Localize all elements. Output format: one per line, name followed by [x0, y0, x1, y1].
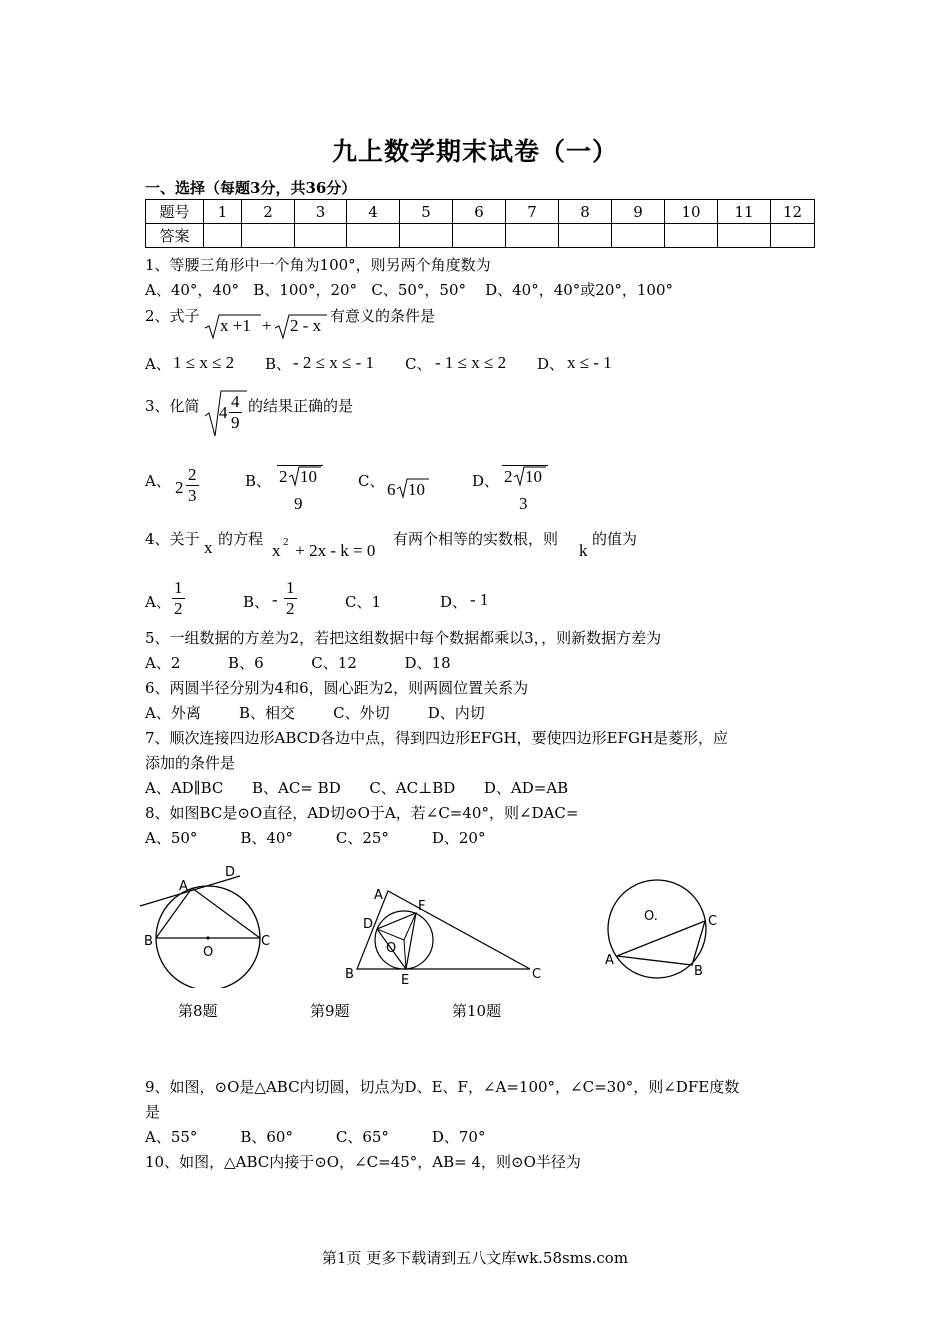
q4-text-1: 4、关于: [145, 530, 200, 548]
label-b: B: [345, 967, 354, 982]
q4-text-3: 有两个相等的实数根，则: [393, 530, 559, 548]
answer-cell: [718, 224, 771, 248]
table-cell: 5: [400, 200, 453, 224]
q4-equation-exponent: 2: [283, 536, 289, 548]
table-row-label: 答案: [146, 224, 204, 248]
q7-stem-line2: 添加的条件是: [145, 754, 236, 772]
answer-cell: [400, 224, 453, 248]
numerator: 1: [174, 578, 183, 597]
triangle-abc: [617, 921, 705, 965]
table-cell: 7: [506, 200, 559, 224]
table-row: [146, 224, 815, 248]
table-cell: 12: [771, 200, 815, 224]
answer-cell: [347, 224, 400, 248]
q9-stem-line2: 是: [145, 1103, 161, 1121]
q4-option-d-value: - 1: [470, 590, 489, 609]
figure-8: [135, 858, 285, 988]
q2-option-c-label: C、: [405, 355, 432, 373]
radius-oe: [404, 940, 406, 969]
label-e: E: [401, 973, 410, 988]
figure-10-caption: 第10题: [452, 1002, 502, 1020]
q2-option-c: - 1 ≤ x ≤ 2: [435, 353, 507, 372]
q4-option-c: C、1: [345, 593, 382, 611]
q4-text-4: 的值为: [592, 530, 638, 548]
q9-options: A、55° B、60° C、65° D、70°: [145, 1128, 486, 1146]
table-row: [146, 200, 815, 224]
page-title: 九上数学期末试卷（一）: [331, 137, 618, 166]
q4-option-b-label: B、: [243, 593, 270, 611]
q1-options: A、40°，40° B、100°，20° C、50°，50° D、40°，40°或20°，100°: [145, 281, 673, 299]
label-o: O: [386, 941, 397, 956]
numerator: 1: [286, 578, 295, 597]
label-a: A: [179, 879, 188, 894]
table-cell: 10: [665, 200, 718, 224]
center-dot: [206, 936, 209, 939]
q4-option-a-fraction: [172, 578, 185, 619]
q3-option-a-label: A、: [145, 472, 171, 490]
figure-8-caption: 第8题: [178, 1002, 218, 1020]
denominator: 9: [231, 413, 240, 432]
q6-options: A、外离 B、相交 C、外切 D、内切: [145, 704, 485, 722]
figure-9-caption: 第9题: [310, 1002, 350, 1020]
numerator: 4: [231, 392, 240, 411]
q3-stem-post: 的结果正确的是: [248, 397, 354, 415]
q3-option-b-denominator: 9: [294, 494, 303, 513]
answer-cell: [242, 224, 295, 248]
circumcircle-o: [608, 880, 706, 978]
q4-equation-rest: + 2x - k = 0: [291, 541, 376, 560]
label-c: C: [708, 914, 718, 929]
label-d: D: [225, 865, 236, 880]
q4-equation-x: x: [272, 541, 281, 560]
q3-option-d-radicand: 10: [525, 467, 542, 486]
table-cell: 8: [559, 200, 612, 224]
denominator: 2: [286, 599, 295, 618]
table-cell: 4: [347, 200, 400, 224]
q2-option-a-label: A、: [145, 355, 171, 373]
q4-option-d-label: D、: [440, 593, 468, 611]
table-cell: 9: [612, 200, 665, 224]
denominator: 2: [174, 599, 183, 618]
figure-9: [340, 880, 550, 990]
label-b: B: [694, 964, 703, 979]
table-cell: 6: [453, 200, 506, 224]
q3-option-a-whole: 2: [175, 478, 184, 497]
label-o: O: [203, 945, 214, 960]
q9-stem-line1: 9、如图，⊙O是△ABC内切圆，切点为D、E、F，∠A=100°，∠C=30°，则∠DFE度数: [145, 1078, 740, 1096]
q2-option-d: x ≤ - 1: [567, 353, 612, 372]
q4-option-b-fraction: [284, 578, 297, 619]
numerator: 2: [188, 465, 197, 484]
table-row-label: 题号: [146, 200, 204, 224]
q4-var-k: k: [579, 541, 588, 560]
answer-cell: [559, 224, 612, 248]
answer-table: [145, 199, 815, 248]
q4-option-a-label: A、: [145, 593, 171, 611]
answer-cell: [612, 224, 665, 248]
q3-whole: 4: [219, 403, 228, 422]
table-cell: 1: [204, 200, 242, 224]
q5-stem: 5、一组数据的方差为2，若把这组数据中每个数据都乘以3，，则新数据方差为: [145, 629, 662, 647]
chord-ac: [192, 888, 260, 938]
table-cell: 3: [295, 200, 347, 224]
figure-10: [600, 870, 730, 985]
answer-cell: [506, 224, 559, 248]
q2-plus: +: [262, 316, 272, 335]
answer-cell: [204, 224, 242, 248]
section-heading: 一、选择（每题3分，共36分）: [145, 179, 357, 197]
q3-option-a-fraction: [186, 465, 199, 506]
denominator: 3: [188, 486, 197, 505]
q3-option-b-label: B、: [245, 472, 272, 490]
q3-fraction: [229, 392, 242, 433]
q3-option-c-radicand: 10: [408, 480, 425, 499]
q2-option-d-label: D、: [537, 355, 565, 373]
label-a: A: [374, 888, 383, 903]
q2-radicand-a: x +1: [220, 316, 251, 335]
label-f: F: [418, 899, 426, 914]
q7-options: A、AD∥BC B、AC= BD C、AC⊥BD D、AD=AB: [145, 779, 569, 797]
q1-stem: 1、等腰三角形中一个角为100°，则另两个角度数为: [145, 256, 491, 274]
q8-stem: 8、如图BC是⊙O直径，AD切⊙O于A，若∠C=40°，则∠DAC=: [145, 804, 579, 822]
q4-option-b-sign: -: [272, 590, 278, 609]
q2-option-a: 1 ≤ x ≤ 2: [173, 353, 235, 372]
q3-option-d-denominator: 3: [519, 494, 528, 513]
q3-stem-pre: 3、化简: [145, 397, 200, 415]
q2-stem-pre: 2、式子: [145, 307, 200, 325]
label-c: C: [261, 934, 271, 949]
q3-option-c-coef: 6: [387, 480, 396, 499]
label-d: D: [363, 917, 374, 932]
q5-options: A、2 B、6 C、12 D、18: [145, 654, 451, 672]
table-cell: 11: [718, 200, 771, 224]
q6-stem: 6、两圆半径分别为4和6，圆心距为2，则两圆位置关系为: [145, 679, 529, 697]
q2-option-b: - 2 ≤ x ≤ - 1: [293, 353, 374, 372]
answer-cell: [295, 224, 347, 248]
q3-option-d-coef: 2: [504, 467, 513, 486]
triangle-abc: [357, 891, 530, 969]
q10-stem: 10、如图，△ABC内接于⊙O，∠C=45°，AB= 4，则⊙O半径为: [145, 1153, 581, 1171]
q4-var-x: x: [204, 538, 213, 557]
q7-stem-line1: 7、顺次连接四边形ABCD各边中点，得到四边形EFGH，要使四边形EFGH是菱形，应: [145, 729, 729, 747]
q3-option-b-radicand: 10: [300, 467, 317, 486]
answer-cell: [453, 224, 506, 248]
answer-cell: [665, 224, 718, 248]
answer-cell: [771, 224, 815, 248]
q2-stem-post: 有意义的条件是: [330, 307, 436, 325]
q3-option-d-label: D、: [472, 472, 500, 490]
label-o: O.: [644, 909, 658, 924]
q3-option-b-coef: 2: [279, 467, 288, 486]
q2-option-b-label: B、: [265, 355, 292, 373]
q8-options: A、50° B、40° C、25° D、20°: [145, 829, 486, 847]
label-c: C: [532, 967, 542, 982]
q3-option-c-label: C、: [358, 472, 385, 490]
page-footer: 第1页 更多下载请到五八文库wk.58sms.com: [321, 1249, 629, 1267]
q4-text-2: 的方程: [218, 530, 264, 548]
label-a: A: [605, 953, 614, 968]
label-b: B: [144, 934, 153, 949]
table-cell: 2: [242, 200, 295, 224]
q2-radicand-b: 2 - x: [290, 316, 322, 335]
